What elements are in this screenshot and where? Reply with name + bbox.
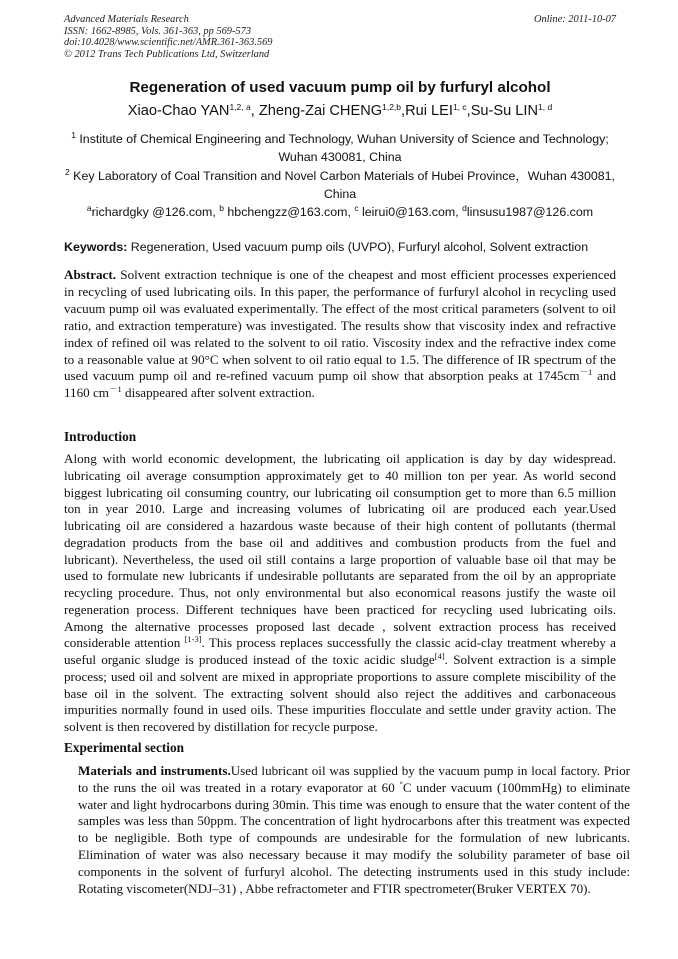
author-name: ,Rui LEI xyxy=(401,103,453,119)
affiliation-number: 1 xyxy=(71,130,76,140)
affiliation-number: 2 xyxy=(65,167,70,177)
introduction-paragraph xyxy=(64,451,616,736)
abstract-text: and 1160 cm xyxy=(64,368,616,401)
abstract-text: disappeared after solvent extraction. xyxy=(121,385,315,401)
email-mark: b xyxy=(219,203,224,213)
author-affiliation-mark: 1,2, a xyxy=(229,102,251,112)
keywords xyxy=(64,238,624,256)
journal-name: Advanced Materials Research xyxy=(64,14,189,25)
author-affiliation-mark: 1,2,b xyxy=(382,102,402,112)
email-address: richardgky @126.com, xyxy=(91,205,220,219)
journal-copyright: © 2012 Trans Tech Publications Ltd, Switzerland xyxy=(64,48,270,60)
citation[interactable]: [1-3] xyxy=(184,634,202,645)
author-name: ,Su-Su LIN xyxy=(466,103,539,119)
email-address: hbchengzz@163.com, xyxy=(223,205,355,219)
email-mark: a xyxy=(86,203,92,213)
journal-doi: doi:10.4028/www.scientific.net/AMR.361-363.569 xyxy=(64,37,273,49)
keywords-label: Keywords: xyxy=(64,240,128,254)
abstract-paragraph xyxy=(64,267,616,402)
email-address: leirui0@163.com, xyxy=(358,205,463,219)
affiliation-text: Institute of Chemical Engineering and Technology, Wuhan University of Science and Technology; Wuhan 430081, China xyxy=(75,132,609,164)
author-name: , Zheng-Zai CHENG xyxy=(250,103,383,119)
email-address: linsusu1987@126.com xyxy=(466,205,594,219)
introduction-text: . This process replaces successfully the classic acid-clay treatment whereby a useful organic sludge is produced instead of the toxic acidic sludge xyxy=(64,635,616,667)
online-date: Online: 2011-10-07 xyxy=(533,14,616,25)
author-list xyxy=(64,102,616,120)
experimental-text: C under vacuum (100mmHg) to eliminate water and light hydrocarbons during 30min. This time was enough to ensure that the water content of the samples was less than 50ppm. The concentration of light hydrocarbons after this treatment was expected to be negligible. Both type of compounds are undesirable for the formulation of new lubricants. Elimination of water was also necessary because it may modify the solubility parameter of base oil components in the solvent of furfuryl alcohol. The detecting instruments used in this study include: Rotating viscometer(NDJ–31) , Abbe refractometer and FTIR spectrometer(Bruker VERTEX 70). xyxy=(78,779,631,896)
abstract-label: Abstract. xyxy=(64,267,116,282)
citation[interactable]: [4] xyxy=(434,651,445,661)
unit-superscript: －1 xyxy=(579,367,593,378)
keywords-text: Regeneration, Used vacuum pump oils (UVPO), Furfuryl alcohol, Solvent extraction xyxy=(127,240,589,254)
journal-header xyxy=(64,14,616,60)
introduction-text: . Solvent extraction is a simple process; used oil and solvent are mixed in appropriate proportions to assure complete miscibility of the base oil in the solvent. The extracting solvent should also reject the additives and carbonaceous impurities normally found in used oils. These impurities flocculate and settle under gravity action. The solvent is then recovered by distillation for recycle purpose. xyxy=(64,652,616,734)
affiliation-2 xyxy=(64,167,616,203)
author-emails xyxy=(64,203,616,221)
paper-title: Regeneration of used vacuum pump oil by furfuryl alcohol xyxy=(129,79,551,96)
experimental-text: Used lubricant oil was supplied by the vacuum pump in local factory. Prior to the runs the oil was treated in a rotary evaporator at 60 xyxy=(78,763,630,795)
unit-superscript: －1 xyxy=(108,384,122,395)
affiliation-1 xyxy=(64,130,616,166)
section-heading-experimental: Experimental section xyxy=(64,740,185,755)
subsection-label: Materials and instruments. xyxy=(78,763,231,778)
author-affiliation-mark: 1, c xyxy=(452,102,467,112)
author-name: Xiao-Chao YAN xyxy=(127,103,230,119)
section-heading-introduction: Introduction xyxy=(64,429,137,444)
experimental-paragraph xyxy=(64,763,630,897)
degree-mark: ° xyxy=(399,778,403,789)
email-mark: d xyxy=(462,203,467,213)
author-affiliation-mark: 1, d xyxy=(538,102,553,112)
journal-issn: ISSN: 1662-8985, Vols. 361-363, pp 569-573 xyxy=(64,25,252,37)
introduction-text: Along with world economic development, the lubricating oil application is day by day widespread. lubricating oil average consumption approximately get to 40 million ton per year. As world second biggest lubricating oil consuming country, our lubricating oil consumption get to more than 6.5 million ton in year 2010. Large and increasing volumes of lubricating oil are produced each year.Used lubricating oil are considered a hazardous waste because of their high content of pollutants (thermal degradation products from the base oil and additives and combustion products from the fuel and lubricant). Nevertheless, the used oil still contains a large proportion of valuable base oil that may be used to formulate new lubricants if undesirable pollutants are separated from the oil by an appropriate recycling procedure. Thus, not only environmental but also economical reasons justify the waste oil regeneration process. Different techniques have been practiced for recycling used lubricating oils. Among the alternative processes proposed last decade , solvent extraction process has received considerable attention xyxy=(64,451,616,651)
affiliation-text: Key Laboratory of Coal Transition and Novel Carbon Materials of Hubei Province，Wuhan 430081, China xyxy=(69,169,615,201)
abstract-text: Solvent extraction technique is one of the cheapest and most efficient processes experienced in recycling of used lubricating oils. In this paper, the performance of furfuryl alcohol in recycling used vacuum pump oil was evaluated experimentally. The effect of the most critical parameters (solvent to oil ratio, and extraction temperature) was investigated. The results show that viscosity index and refractive index of refined oil was related to the solvent to oil ratio. Viscosity index and the refractive index come to a reasonable value at 90°C when solvent to oil ratio equal to 1.5. The difference of IR spectrum of the used vacuum pump oil and re-refined vacuum pump oil show that absorption peaks at 1745cm xyxy=(64,267,616,384)
email-mark: c xyxy=(354,203,359,213)
